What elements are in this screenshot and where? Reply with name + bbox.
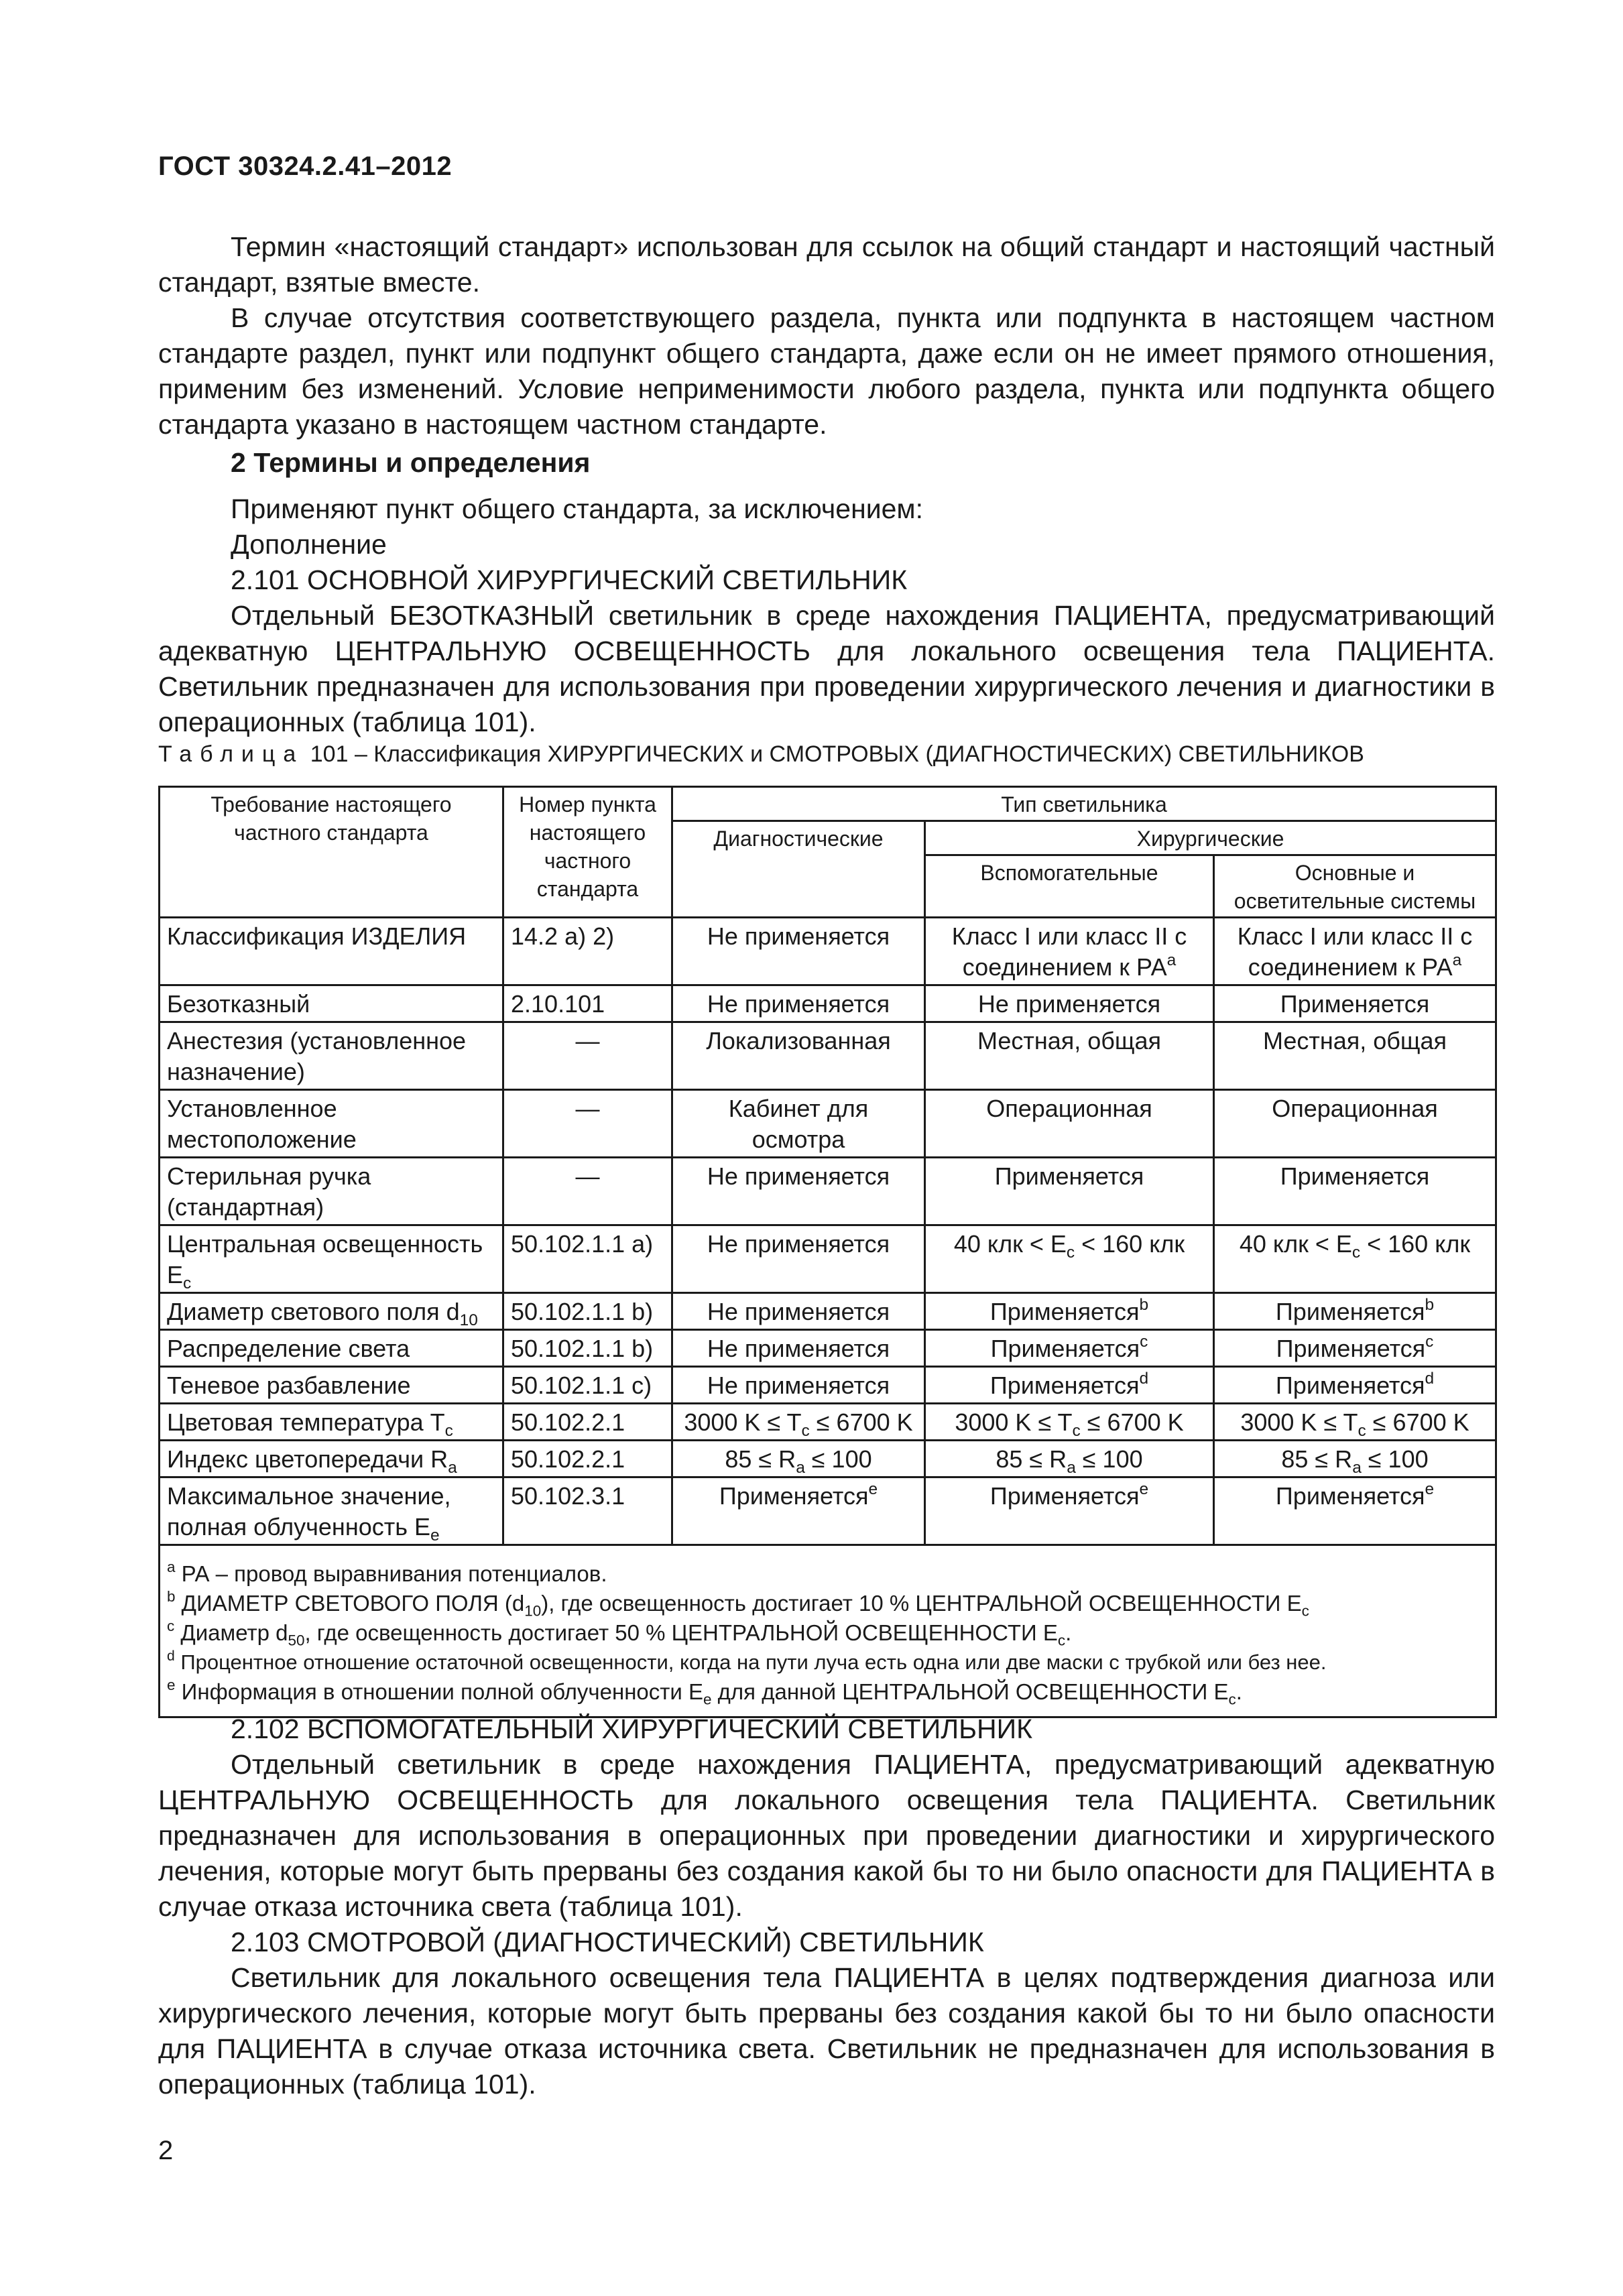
cell-requirement: Распределение света xyxy=(160,1330,503,1367)
cell-diagnostic: Не применяется xyxy=(672,918,925,985)
table-row xyxy=(160,1022,1496,1090)
header-diagnostic: Диагностические xyxy=(672,821,925,918)
cell-clause: — xyxy=(503,1158,672,1225)
table-row xyxy=(160,1225,1496,1293)
cell-main: Класс I или класс II с соединением к $РА^a$ xyxy=(1214,918,1496,985)
section-heading: 2 Термины и определения xyxy=(231,447,591,478)
cell-main: Применяется xyxy=(1214,985,1496,1022)
cell-auxiliary: Применяется$^d$ xyxy=(925,1367,1214,1404)
cell-requirement: Безотказный xyxy=(160,985,503,1022)
table-caption-text: 101 – Классификация ХИРУРГИЧЕСКИХ и СМОТРОВЫХ (ДИАГНОСТИЧЕСКИХ) СВЕТИЛЬНИКОВ xyxy=(310,741,1364,767)
table-header-row xyxy=(160,787,1496,821)
intro-paragraph-2: В случае отсутствия соответствующего раздела, пункта или подпункта в настоящем частном стандарте раздел, пункт или подпункт общего стандарта, даже если он не имеет прямого отношения, применим без изменений. Условие неприменимости любого раздела, пункта или подпункта общего стандарта указано в настоящем частном стандарте. xyxy=(158,302,1495,440)
cell-auxiliary: 40 клк < $E_c < 160$ клк xyxy=(925,1225,1214,1293)
table-row xyxy=(160,1330,1496,1367)
table-caption xyxy=(158,739,1512,769)
document-header: ГОСТ 30324.2.41–2012 xyxy=(158,152,453,181)
cell-diagnostic: Не применяется xyxy=(672,1330,925,1367)
cell-auxiliary: $85 \le R_a \le 100$ xyxy=(925,1441,1214,1477)
cell-diagnostic: 3000 $K \le T_c \le 6700$ K xyxy=(672,1404,925,1441)
table-row xyxy=(160,1293,1496,1330)
cell-requirement: Анестезия (установленное назначение) xyxy=(160,1022,503,1090)
cell-auxiliary: Не применяется xyxy=(925,985,1214,1022)
cell-auxiliary: 3000 $K \le T_c \le 6700$ K xyxy=(925,1404,1214,1441)
cell-diagnostic: Не применяется xyxy=(672,985,925,1022)
addition-label: Дополнение xyxy=(231,529,387,560)
cell-main: Применяется xyxy=(1214,1158,1496,1225)
cell-requirement: Максимальное значение, полная облученность $E_e$ xyxy=(160,1477,503,1545)
cell-main: 3000 $K \le T_c \le 6700$ K xyxy=(1214,1404,1496,1441)
cell-clause: — xyxy=(503,1022,672,1090)
header-auxiliary: Вспомогательные xyxy=(925,855,1214,918)
definition-101-title: 2.101 ОСНОВНОЙ ХИРУРГИЧЕСКИЙ СВЕТИЛЬНИК xyxy=(231,564,908,595)
cell-main: Местная, общая xyxy=(1214,1022,1496,1090)
cell-diagnostic: Не применяется xyxy=(672,1293,925,1330)
definition-102-text: Отдельный светильник в среде нахождения ПАЦИЕНТА, предусматривающий адекватную ЦЕНТРАЛЬНУЮ ОСВЕЩЕННОСТЬ для локального освещения тела ПАЦИЕНТА. Светильник предназначен для использования в операционных при проведении диагностики и хирургического лечения, которые могут быть прерваны без создания какой бы то ни было опасности для ПАЦИЕНТА в случае отказа источника света (таблица 101). xyxy=(158,1749,1495,1922)
table-caption-label: Таблица xyxy=(158,741,304,767)
cell-main: Применяется$^e$ xyxy=(1214,1477,1496,1545)
cell-requirement: Установленное местоположение xyxy=(160,1090,503,1158)
cell-clause: 50.102.1.1 с) xyxy=(503,1367,672,1404)
table-row xyxy=(160,985,1496,1022)
cell-auxiliary: Класс I или класс II с соединением к $РА^a$ xyxy=(925,918,1214,985)
cell-requirement: Индекс цветопередачи $R_a$ xyxy=(160,1441,503,1477)
cell-requirement: Диаметр светового поля $d_{10}$ xyxy=(160,1293,503,1330)
definition-101-text: Отдельный БЕЗОТКАЗНЫЙ светильник в среде нахождения ПАЦИЕНТА, предусматривающий адекватную ЦЕНТРАЛЬНУЮ ОСВЕЩЕННОСТЬ для локального освещения тела ПАЦИЕНТА. Светильник предназначен для использования при проведении хирургического лечения и диагностики в операционных (таблица 101). xyxy=(158,600,1495,737)
table-footnotes xyxy=(160,1545,1496,1717)
cell-main: Операционная xyxy=(1214,1090,1496,1158)
footnote-e: $^e$ Информация в отношении полной облученности $E_e$ для данной ЦЕНТРАЛЬНОЙ ОСВЕЩЕННОСТИ $E_c$. xyxy=(167,1676,1242,1708)
definitions-after-table xyxy=(158,1711,1495,2102)
cell-diagnostic: $85 \le R_a \le 100$ xyxy=(672,1441,925,1477)
footnote-b: $^b$ ДИАМЕТР СВЕТОВОГО ПОЛЯ $(d_{10})$, где освещенность достигает 10 % ЦЕНТРАЛЬНОЙ ОСВЕЩЕННОСТИ $E_c$ xyxy=(167,1587,1309,1620)
table-footnotes-row xyxy=(160,1545,1496,1717)
cell-clause: 50.102.2.1 xyxy=(503,1441,672,1477)
definition-102-title: 2.102 ВСПОМОГАТЕЛЬНЫЙ ХИРУРГИЧЕСКИЙ СВЕТИЛЬНИК xyxy=(231,1713,1032,1744)
table-row xyxy=(160,1158,1496,1225)
page-number: 2 xyxy=(158,2136,174,2165)
table-row xyxy=(160,1090,1496,1158)
cell-requirement: Теневое разбавление xyxy=(160,1367,503,1404)
cell-auxiliary: Применяется$^e$ xyxy=(925,1477,1214,1545)
apply-clause: Применяют пункт общего стандарта, за исключением: xyxy=(231,493,923,524)
cell-requirement: Классификация ИЗДЕЛИЯ xyxy=(160,918,503,985)
footnote-a: $^a$ РА – провод выравнивания потенциалов. xyxy=(167,1558,607,1586)
cell-requirement: Цветовая температура $T_c$ xyxy=(160,1404,503,1441)
cell-main: $85 \le R_a \le 100$ xyxy=(1214,1441,1496,1477)
cell-clause: 50.102.1.1 b) xyxy=(503,1293,672,1330)
footnote-c: $^c$ Диаметр $d_{50}$, где освещенность достигает 50 % ЦЕНТРАЛЬНОЙ ОСВЕЩЕННОСТИ $E_c$. xyxy=(167,1617,1072,1649)
cell-auxiliary: Местная, общая xyxy=(925,1022,1214,1090)
footnote-d: $^d$ Процентное отношение остаточной освещенности, когда на пути луча есть одна или две маски с трубкой или без нее. xyxy=(167,1648,1327,1674)
cell-diagnostic: Не применяется xyxy=(672,1225,925,1293)
cell-clause: 2.10.101 xyxy=(503,985,672,1022)
cell-main: Применяется$^c$ xyxy=(1214,1330,1496,1367)
cell-diagnostic: Кабинет для осмотра xyxy=(672,1090,925,1158)
cell-diagnostic: Применяется$^e$ xyxy=(672,1477,925,1545)
cell-clause: 50.102.1.1 b) xyxy=(503,1330,672,1367)
table-row xyxy=(160,918,1496,985)
cell-main: Применяется$^d$ xyxy=(1214,1367,1496,1404)
cell-clause: 50.102.3.1 xyxy=(503,1477,672,1545)
classification-table xyxy=(158,786,1497,1718)
cell-clause: 14.2 а) 2) xyxy=(503,918,672,985)
table-row xyxy=(160,1367,1496,1404)
table-row xyxy=(160,1441,1496,1477)
intro-section xyxy=(158,229,1495,442)
cell-auxiliary: Применяется$^c$ xyxy=(925,1330,1214,1367)
terms-section xyxy=(158,442,1495,740)
cell-clause: 50.102.2.1 xyxy=(503,1404,672,1441)
intro-paragraph-1: Термин «настоящий стандарт» использован для ссылок на общий стандарт и настоящий частный стандарт, взятые вместе. xyxy=(158,231,1495,298)
cell-clause: 50.102.1.1 а) xyxy=(503,1225,672,1293)
header-main: Основные и осветительные системы xyxy=(1214,855,1496,918)
cell-clause: — xyxy=(503,1090,672,1158)
cell-auxiliary: Применяется xyxy=(925,1158,1214,1225)
definition-103-text: Светильник для локального освещения тела ПАЦИЕНТА в целях подтверждения диагноза или хирургического лечения, которые могут быть прерваны без создания какой бы то ни было опасности для ПАЦИЕНТА в случае отказа источника света. Светильник не предназначен для использования в операционных (таблица 101). xyxy=(158,1962,1495,2100)
header-lamp-type: Тип светильника xyxy=(672,787,1496,821)
header-surgical: Хирургические xyxy=(925,821,1496,855)
cell-diagnostic: Не применяется xyxy=(672,1367,925,1404)
header-clause: Номер пункта настоящего частного стандарта xyxy=(503,787,672,918)
table-row xyxy=(160,1404,1496,1441)
cell-diagnostic: Не применяется xyxy=(672,1158,925,1225)
definition-103-title: 2.103 СМОТРОВОЙ (ДИАГНОСТИЧЕСКИЙ) СВЕТИЛЬНИК xyxy=(231,1927,984,1957)
cell-main: 40 клк < $E_c < 160$ клк xyxy=(1214,1225,1496,1293)
cell-auxiliary: Операционная xyxy=(925,1090,1214,1158)
cell-diagnostic: Локализованная xyxy=(672,1022,925,1090)
cell-auxiliary: Применяется$^b$ xyxy=(925,1293,1214,1330)
cell-main: Применяется$^b$ xyxy=(1214,1293,1496,1330)
header-requirement: Требование настоящего частного стандарта xyxy=(160,787,503,918)
table-row xyxy=(160,1477,1496,1545)
cell-requirement: Центральная освещенность $E_c$ xyxy=(160,1225,503,1293)
cell-requirement: Стерильная ручка (стандартная) xyxy=(160,1158,503,1225)
